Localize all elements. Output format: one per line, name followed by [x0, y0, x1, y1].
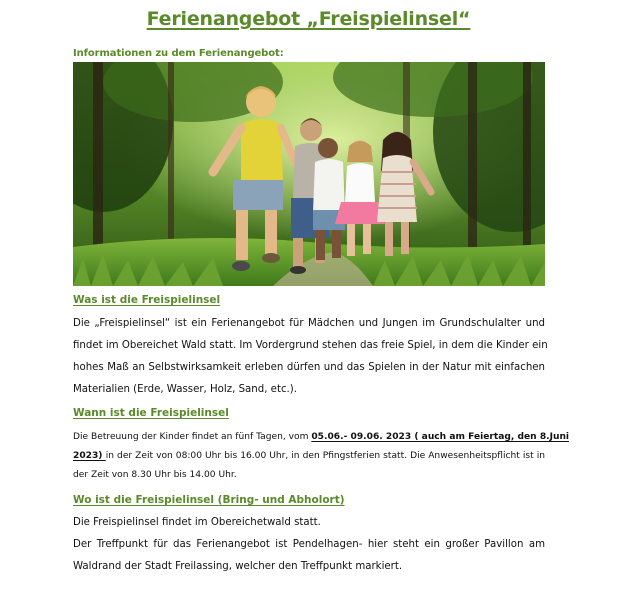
children-running-in-forest-photo [73, 62, 545, 286]
paragraph-line: Materialien (Erde, Wasser, Holz, Sand, etc.). [73, 384, 297, 395]
paragraph-line: Waldrand der Stadt Freilassing, welcher den Treffpunkt markiert. [73, 561, 403, 572]
section-heading-was: Was ist die Freispielinsel [73, 294, 221, 306]
schedule-text: in der Zeit von 08:00 Uhr bis 16.00 Uhr, in den Pfingstferien statt. Die Anwesenheitspflicht ist in [105, 451, 545, 461]
paragraph-line [73, 428, 570, 447]
paragraph-line: hohes Maß an Selbstwirksamkeit erleben dürfen und das Spielen in der Natur mit einfachen [73, 362, 545, 373]
paragraph-line: der Zeit von 8.30 Uhr bis 14.00 Uhr. [73, 470, 237, 480]
page-title: Ferienangebot „Freispielinsel“ [146, 8, 471, 30]
paragraph-line: Die „Freispielinsel“ ist ein Ferienangebot für Mädchen und Jungen im Grundschulalter und [73, 318, 545, 329]
section-heading-wo: Wo ist die Freispielinsel (Bring- und Abholort) [73, 494, 345, 506]
section-heading-wann: Wann ist die Freispielinsel [73, 407, 229, 419]
section-wo-paragraph [73, 512, 545, 578]
section-wann-paragraph [73, 428, 570, 485]
paragraph-line: Die Freispielinsel findet im Obereichetwald statt. [73, 517, 321, 528]
date-year-highlight: 2023) [73, 451, 106, 461]
paragraph-line: findet im Obereichet Wald statt. Im Vordergrund stehen das freie Spiel, in dem die Kinder ein [73, 340, 548, 351]
info-label: Informationen zu dem Ferienangebot: [73, 48, 284, 59]
schedule-text: Die Betreuung der Kinder findet an fünf Tagen, vom [73, 432, 312, 442]
section-was-paragraph [73, 313, 548, 401]
paragraph-line: Der Treffpunkt für das Ferienangebot ist Pendelhagen- hier steht ein großer Pavillon am [73, 539, 545, 550]
photo-illustration [73, 62, 545, 286]
paragraph-line [73, 447, 545, 466]
date-range-highlight: 05.06.- 09.06. 2023 ( auch am Feiertag, den 8.Juni [311, 432, 570, 442]
